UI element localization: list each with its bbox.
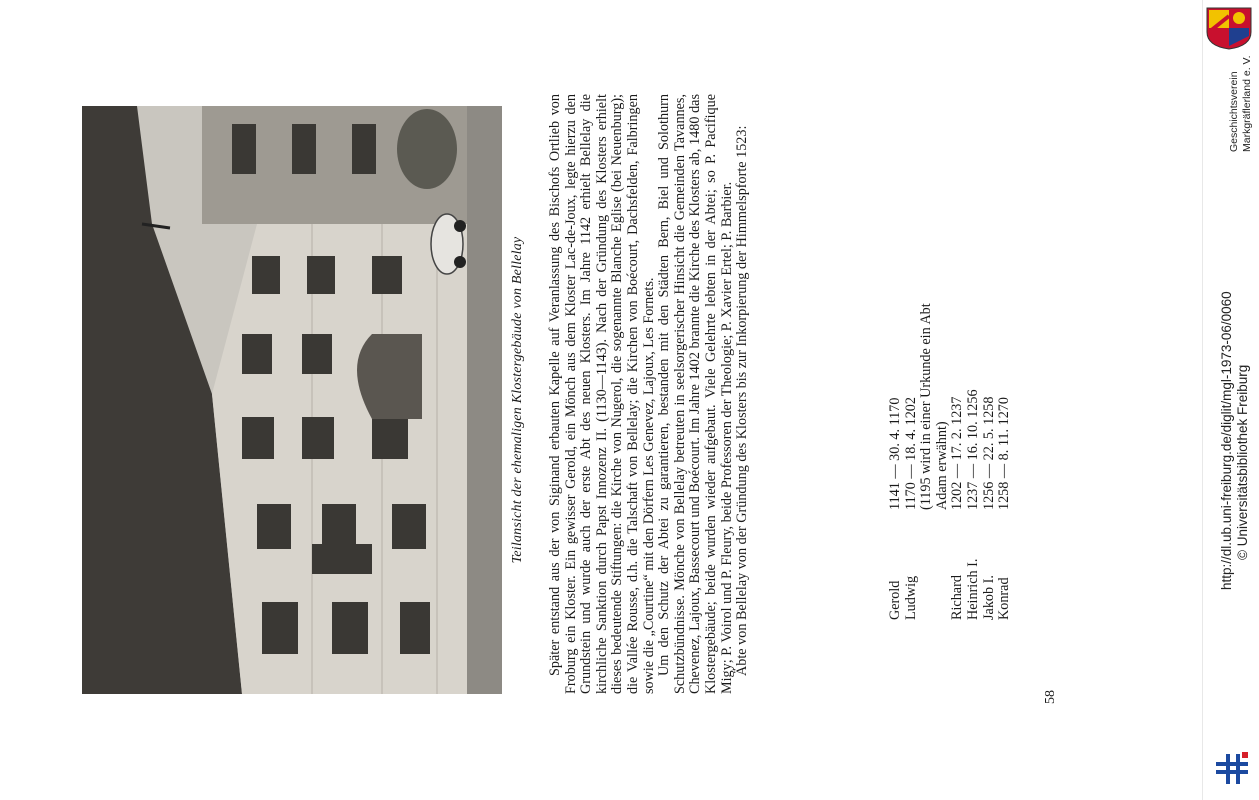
abbot-dates: 1256 — 22. 5. 1258 [980, 396, 997, 510]
abbot-name [919, 510, 935, 620]
coat-of-arms-icon [1205, 6, 1253, 50]
page-number: 58 [1043, 690, 1058, 704]
abbot-name: Heinrich I. [964, 558, 981, 620]
abbot-row [950, 100, 966, 620]
university-library-logo-icon [1212, 748, 1252, 788]
body-text [548, 94, 751, 694]
abbot-name: Gerold [887, 580, 903, 620]
abbot-dates: 1141 — 30. 4. 1170 [887, 397, 903, 510]
abbot-row [904, 100, 920, 620]
paragraph: Äbte von Bellelay von der Gründung des Klosters bis zur Inkorpierung der Himmelspforte 1523: [734, 125, 751, 676]
abbot-row [966, 100, 982, 620]
abbot-dates: 1202 — 17. 2. 1237 [949, 396, 966, 510]
building-photo [82, 106, 502, 694]
paragraph: Später entstand aus der von Siginand erbauten Kapelle auf Veranlassung des Bischofs Ortlieb von Froburg ein Kloster. Ein gewisser Gerold, ein Mönch aus dem Kloster Lac-de-Joux, legte hierzu den Grundstein und wurde auch der erste Abt des neuen Klosters. Im Jahre 1142 erhielt Bellelay die kirchliche Sanktion durch Papst Innozenz II. (1130—1143). Nach der Gründung des Klosters erhielt dieses bedeutende Stiftungen: die Kirche von Nugerol, die sogenannte Blanche Eglise (bei Neuenburg); die Vallée Rousse, d.h. die Talschaft von Bellelay; die Kirchen von Boécourt, Dachsfelden, Falbringen sowie die „Courtine“ mit den Dörfern Les Genevez, Lajoux, Les Fornets. [547, 94, 657, 694]
photo-caption: Teilansicht der ehemaligen Klostergebäude von Bellelay [510, 236, 525, 564]
abbot-row [919, 100, 935, 620]
paragraph: Um den Schutz der Abtei zu garantieren, bestanden mit den Städten Bern, Biel und Solothurn Schutzbündnisse. Mönche von Bellelay betreuten in seelsorgerischer Hinsicht die Gemeinden Tavannes, Chevenez, Lajoux, Bassecourt und Boécourt. Im Jahre 1402 brannte die Kirche des Klosters ab, 1480 das Klostergebäude; beide wurden wieder aufgebaut. Viele Gelehrte lebten in der Abtei; so P. Pacifique Migy; P. Voirol und P. Fleury, beide Professoren der Theologie; P. Xavier Ertel; P. Barbier. [656, 94, 735, 694]
abbot-name: Konrad [996, 577, 1013, 620]
abbot-dates: Adam erwähnt) [933, 421, 950, 510]
abbot-name: Jakob I. [980, 575, 997, 620]
abbot-list [888, 100, 1013, 620]
abbot-dates: 1237 — 16. 10. 1256 [964, 389, 981, 510]
copyright-notice: © Universitätsbibliothek Freiburg [1235, 364, 1250, 560]
society-name-line1: Geschichtsverein [1228, 71, 1240, 152]
abbot-row [982, 100, 998, 620]
society-name-line2: Markgräflerland e. V. [1241, 55, 1253, 152]
abbot-dates: 1170 — 18. 4. 1202 [902, 397, 919, 510]
abbot-dates: (1195 wird in einer Urkunde ein Abt [918, 303, 935, 510]
abbot-name: Richard [949, 575, 966, 620]
abbot-name: Ludwig [902, 575, 919, 620]
abbot-row [935, 100, 951, 620]
abbot-dates: 1258 — 8. 11. 1270 [996, 397, 1013, 510]
source-url-link[interactable]: http://dl.ub.uni-freiburg.de/diglit/mgl-1973-06/0060 [1219, 291, 1234, 590]
abbot-row [997, 100, 1013, 620]
abbot-name [935, 510, 951, 620]
abbot-row [888, 100, 904, 620]
